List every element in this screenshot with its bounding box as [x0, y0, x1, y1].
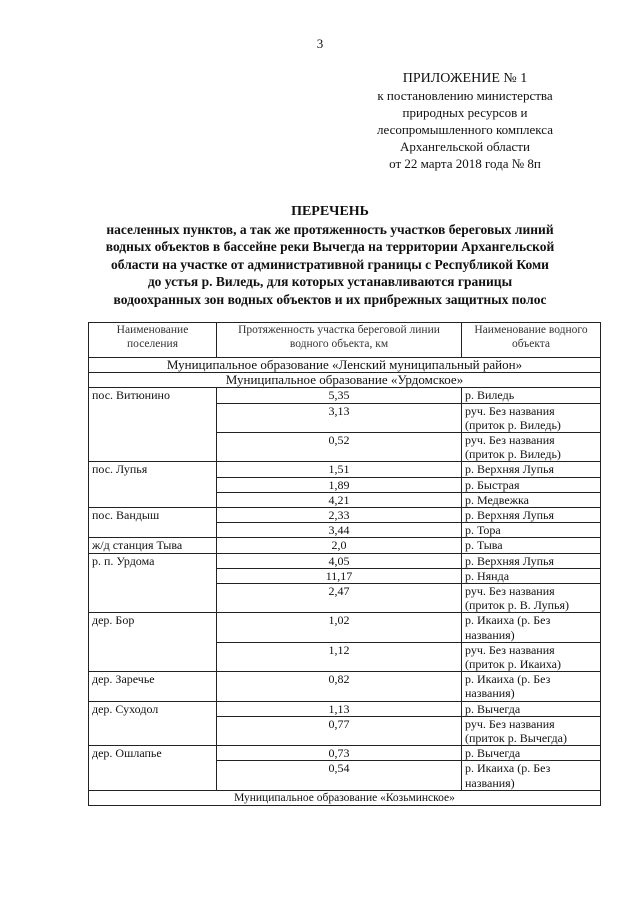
appendix-line: от 22 марта 2018 года № 8п [389, 156, 541, 171]
settlement-cell: дер. Ошлапье [89, 746, 217, 791]
water-object-cell: р. Верхняя Лупья [462, 508, 601, 523]
municipality-row [89, 373, 601, 388]
header-object: Наименование водного объекта [462, 323, 601, 358]
length-cell: 1,13 [217, 701, 462, 716]
length-cell: 0,54 [217, 761, 462, 790]
water-object-cell: р. Вычегда [462, 746, 601, 761]
water-object-cell: руч. Без названия (приток р. Виледь) [462, 433, 601, 462]
settlement-cell: р. п. Урдома [89, 553, 217, 613]
table-row [89, 701, 601, 716]
header-length: Протяженность участка береговой линии водного объекта, км [217, 323, 462, 358]
heading-title: ПЕРЕЧЕНЬ [291, 204, 369, 219]
water-object-cell: руч. Без названия (приток р. Виледь) [462, 403, 601, 432]
water-object-cell: р. Вычегда [462, 701, 601, 716]
table-row [89, 672, 601, 701]
district-row [89, 358, 601, 373]
heading-line: до устья р. Виледь, для которых устанавливаются границы [147, 274, 513, 289]
appendix-line: Архангельской области [400, 139, 530, 154]
water-object-cell: р. Икаиха (р. Без названия) [462, 672, 601, 701]
length-cell: 4,05 [217, 553, 462, 568]
water-object-cell: р. Тора [462, 523, 601, 538]
settlement-cell: пос. Витюнино [89, 388, 217, 462]
municipality-name: Муниципальное образование «Козьминское» [89, 790, 601, 805]
appendix-block [330, 70, 600, 172]
length-cell: 1,12 [217, 642, 462, 671]
length-cell: 0,82 [217, 672, 462, 701]
municipality-name: Муниципальное образование «Урдомское» [89, 373, 601, 388]
settlements-table [88, 322, 601, 806]
heading-line: водных объектов в бассейне реки Вычегда на территории Архангельской [105, 239, 555, 254]
municipality-row [89, 790, 601, 805]
heading-line: области на участке от административной границы с Республикой Коми [111, 256, 549, 272]
page-number: 3 [316, 36, 324, 51]
water-object-cell: р. Икаиха (р. Без названия) [462, 761, 601, 790]
length-cell: 3,13 [217, 403, 462, 432]
length-cell: 5,35 [217, 388, 462, 403]
table-row [89, 746, 601, 761]
settlement-cell: ж/д станция Тыва [89, 538, 217, 553]
appendix-line: к постановлению министерства [377, 88, 553, 103]
water-object-cell: р. Верхняя Лупья [462, 462, 601, 477]
length-cell: 0,77 [217, 716, 462, 745]
water-object-cell: руч. Без названия (приток р. Вычегда) [462, 716, 601, 745]
length-cell: 1,02 [217, 613, 462, 642]
length-cell: 0,52 [217, 433, 462, 462]
water-object-cell: руч. Без названия (приток р. В. Лупья) [462, 584, 601, 613]
table-row [89, 553, 601, 568]
settlement-cell: дер. Заречье [89, 672, 217, 701]
table-row [89, 388, 601, 403]
water-object-cell: руч. Без названия (приток р. Икаиха) [462, 642, 601, 671]
table-header-row [89, 323, 601, 358]
settlement-cell: дер. Суходол [89, 701, 217, 746]
water-object-cell: р. Нянда [462, 568, 601, 583]
length-cell: 11,17 [217, 568, 462, 583]
appendix-title: ПРИЛОЖЕНИЕ № 1 [402, 71, 528, 86]
water-object-cell: р. Быстрая [462, 477, 601, 492]
table-row [89, 462, 601, 477]
water-object-cell: р. Верхняя Лупья [462, 553, 601, 568]
length-cell: 2,47 [217, 584, 462, 613]
length-cell: 2,0 [217, 538, 462, 553]
water-object-cell: р. Тыва [462, 538, 601, 553]
length-cell: 1,51 [217, 462, 462, 477]
heading-line: населенных пунктов, а так же протяженность участков береговых линий [106, 221, 554, 237]
document-heading [60, 203, 600, 308]
appendix-line: лесопромышленного комплекса [376, 122, 553, 137]
header-settlement: Наименование поселения [89, 323, 217, 358]
table-row [89, 538, 601, 553]
water-object-cell: р. Виледь [462, 388, 601, 403]
table-row [89, 508, 601, 523]
settlement-cell: пос. Лупья [89, 462, 217, 508]
length-cell: 2,33 [217, 508, 462, 523]
heading-line: водоохранных зон водных объектов и их прибрежных защитных полос [113, 291, 547, 307]
water-object-cell: р. Икаиха (р. Без названия) [462, 613, 601, 642]
length-cell: 0,73 [217, 746, 462, 761]
table-row [89, 613, 601, 642]
length-cell: 4,21 [217, 492, 462, 507]
settlement-cell: пос. Вандыш [89, 508, 217, 538]
water-object-cell: р. Медвежка [462, 492, 601, 507]
appendix-line: природных ресурсов и [402, 105, 528, 120]
settlement-cell: дер. Бор [89, 613, 217, 672]
length-cell: 3,44 [217, 523, 462, 538]
district-name: Муниципальное образование «Ленский муниципальный район» [89, 358, 601, 373]
length-cell: 1,89 [217, 477, 462, 492]
